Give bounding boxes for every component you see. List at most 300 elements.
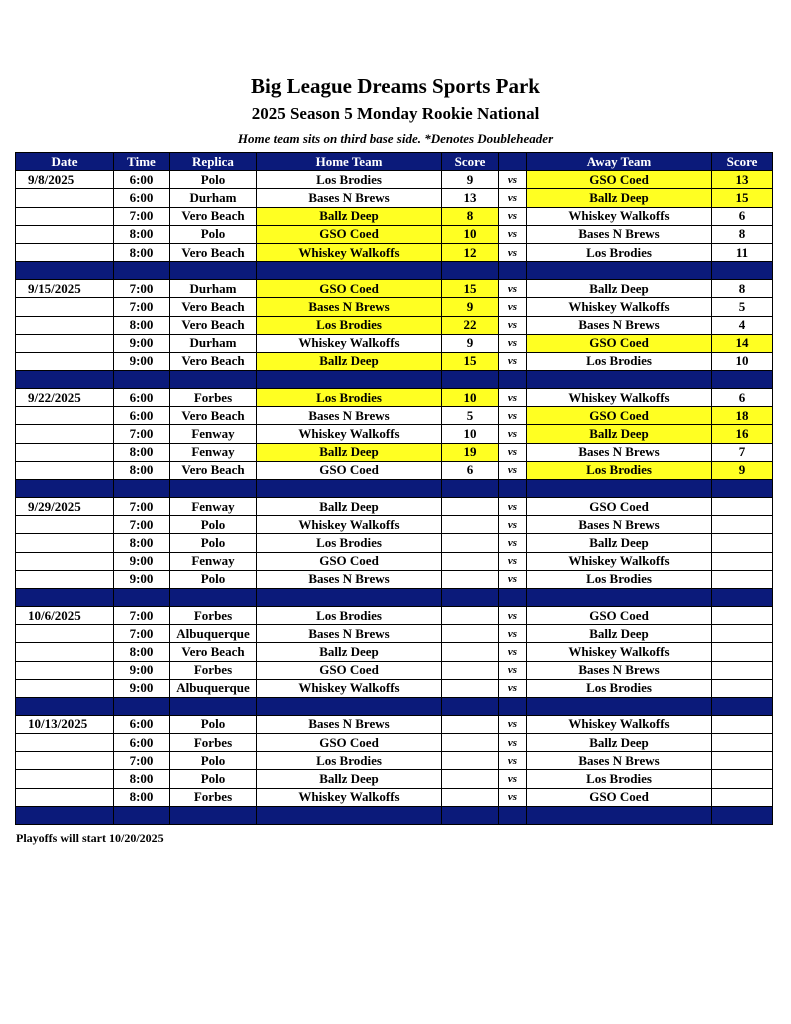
away-score-cell: 8 bbox=[712, 225, 773, 243]
home-team-cell: Los Brodies bbox=[257, 534, 442, 552]
home-score-cell bbox=[442, 788, 499, 806]
time-cell: 7:00 bbox=[114, 606, 170, 624]
away-team-cell: Bases N Brews bbox=[527, 661, 712, 679]
home-score-cell bbox=[442, 643, 499, 661]
col-home-score: Score bbox=[442, 153, 499, 171]
table-row bbox=[16, 498, 773, 516]
away-score-cell: 7 bbox=[712, 443, 773, 461]
home-team-cell: Ballz Deep bbox=[257, 352, 442, 370]
home-team-cell: Whiskey Walkoffs bbox=[257, 516, 442, 534]
away-team-cell: GSO Coed bbox=[527, 788, 712, 806]
home-team-cell: Bases N Brews bbox=[257, 625, 442, 643]
time-cell: 9:00 bbox=[114, 352, 170, 370]
separator-cell bbox=[499, 588, 527, 606]
date-cell: 10/13/2025 bbox=[16, 715, 114, 733]
week-separator bbox=[16, 697, 773, 715]
table-row bbox=[16, 334, 773, 352]
replica-cell: Fenway bbox=[170, 425, 257, 443]
vs-cell: vs bbox=[499, 461, 527, 479]
separator-cell bbox=[442, 806, 499, 824]
away-team-cell: Ballz Deep bbox=[527, 625, 712, 643]
away-score-cell: 11 bbox=[712, 243, 773, 261]
vs-cell: vs bbox=[499, 534, 527, 552]
replica-cell: Forbes bbox=[170, 734, 257, 752]
week-separator bbox=[16, 371, 773, 389]
vs-cell: vs bbox=[499, 498, 527, 516]
separator-cell bbox=[257, 371, 442, 389]
table-row bbox=[16, 715, 773, 733]
vs-cell: vs bbox=[499, 280, 527, 298]
table-row bbox=[16, 625, 773, 643]
home-score-cell bbox=[442, 570, 499, 588]
away-score-cell: 6 bbox=[712, 389, 773, 407]
away-score-cell: 15 bbox=[712, 189, 773, 207]
home-score-cell bbox=[442, 661, 499, 679]
home-score-cell: 10 bbox=[442, 225, 499, 243]
replica-cell: Polo bbox=[170, 770, 257, 788]
replica-cell: Vero Beach bbox=[170, 643, 257, 661]
home-score-cell: 5 bbox=[442, 407, 499, 425]
away-team-cell: Los Brodies bbox=[527, 770, 712, 788]
time-cell: 7:00 bbox=[114, 625, 170, 643]
table-row bbox=[16, 552, 773, 570]
time-cell: 8:00 bbox=[114, 225, 170, 243]
date-cell bbox=[16, 352, 114, 370]
table-row bbox=[16, 679, 773, 697]
col-home-team: Home Team bbox=[257, 153, 442, 171]
separator-cell bbox=[499, 480, 527, 498]
away-team-cell: Ballz Deep bbox=[527, 425, 712, 443]
home-score-cell: 10 bbox=[442, 425, 499, 443]
home-score-cell: 9 bbox=[442, 298, 499, 316]
away-team-cell: Whiskey Walkoffs bbox=[527, 715, 712, 733]
away-team-cell: Ballz Deep bbox=[527, 189, 712, 207]
table-row bbox=[16, 189, 773, 207]
vs-cell: vs bbox=[499, 189, 527, 207]
vs-cell: vs bbox=[499, 625, 527, 643]
home-score-cell bbox=[442, 552, 499, 570]
header-row bbox=[16, 153, 773, 171]
away-team-cell: GSO Coed bbox=[527, 498, 712, 516]
time-cell: 6:00 bbox=[114, 715, 170, 733]
away-score-cell bbox=[712, 552, 773, 570]
table-row bbox=[16, 171, 773, 189]
home-score-cell bbox=[442, 679, 499, 697]
date-cell: 9/22/2025 bbox=[16, 389, 114, 407]
date-cell: 9/15/2025 bbox=[16, 280, 114, 298]
separator-cell bbox=[712, 806, 773, 824]
home-score-cell bbox=[442, 715, 499, 733]
home-score-cell: 12 bbox=[442, 243, 499, 261]
away-team-cell: GSO Coed bbox=[527, 606, 712, 624]
vs-cell: vs bbox=[499, 316, 527, 334]
separator-cell bbox=[712, 480, 773, 498]
home-team-cell: Los Brodies bbox=[257, 316, 442, 334]
separator-cell bbox=[170, 262, 257, 280]
home-score-cell bbox=[442, 770, 499, 788]
replica-cell: Vero Beach bbox=[170, 461, 257, 479]
date-cell bbox=[16, 516, 114, 534]
home-team-cell: GSO Coed bbox=[257, 661, 442, 679]
home-score-cell bbox=[442, 516, 499, 534]
date-cell bbox=[16, 334, 114, 352]
replica-cell: Durham bbox=[170, 280, 257, 298]
home-team-cell: Los Brodies bbox=[257, 606, 442, 624]
separator-cell bbox=[257, 588, 442, 606]
replica-cell: Vero Beach bbox=[170, 407, 257, 425]
home-score-cell: 9 bbox=[442, 334, 499, 352]
away-score-cell bbox=[712, 570, 773, 588]
table-row bbox=[16, 207, 773, 225]
page-title: Big League Dreams Sports Park bbox=[251, 74, 540, 98]
replica-cell: Albuquerque bbox=[170, 679, 257, 697]
date-cell bbox=[16, 570, 114, 588]
away-score-cell: 9 bbox=[712, 461, 773, 479]
away-team-cell: Whiskey Walkoffs bbox=[527, 643, 712, 661]
home-score-cell: 19 bbox=[442, 443, 499, 461]
vs-cell: vs bbox=[499, 389, 527, 407]
home-score-cell bbox=[442, 534, 499, 552]
separator-cell bbox=[442, 371, 499, 389]
separator-cell bbox=[442, 262, 499, 280]
date-cell bbox=[16, 625, 114, 643]
home-score-cell: 9 bbox=[442, 171, 499, 189]
replica-cell: Forbes bbox=[170, 788, 257, 806]
away-score-cell bbox=[712, 498, 773, 516]
table-row bbox=[16, 352, 773, 370]
away-score-cell: 14 bbox=[712, 334, 773, 352]
separator-cell bbox=[499, 262, 527, 280]
time-cell: 8:00 bbox=[114, 534, 170, 552]
away-team-cell: Bases N Brews bbox=[527, 225, 712, 243]
vs-cell: vs bbox=[499, 606, 527, 624]
date-cell bbox=[16, 643, 114, 661]
time-cell: 9:00 bbox=[114, 334, 170, 352]
time-cell: 7:00 bbox=[114, 207, 170, 225]
time-cell: 7:00 bbox=[114, 516, 170, 534]
col-replica: Replica bbox=[170, 153, 257, 171]
separator-cell bbox=[16, 480, 114, 498]
replica-cell: Vero Beach bbox=[170, 207, 257, 225]
replica-cell: Albuquerque bbox=[170, 625, 257, 643]
away-score-cell: 5 bbox=[712, 298, 773, 316]
time-cell: 6:00 bbox=[114, 389, 170, 407]
home-team-cell: Los Brodies bbox=[257, 389, 442, 407]
vs-cell: vs bbox=[499, 643, 527, 661]
date-cell bbox=[16, 207, 114, 225]
replica-cell: Forbes bbox=[170, 606, 257, 624]
away-score-cell bbox=[712, 715, 773, 733]
date-cell bbox=[16, 461, 114, 479]
away-score-cell: 10 bbox=[712, 352, 773, 370]
separator-cell bbox=[114, 588, 170, 606]
date-cell: 9/8/2025 bbox=[16, 171, 114, 189]
home-team-cell: Los Brodies bbox=[257, 171, 442, 189]
separator-cell bbox=[114, 371, 170, 389]
separator-cell bbox=[170, 480, 257, 498]
replica-cell: Vero Beach bbox=[170, 243, 257, 261]
date-cell bbox=[16, 316, 114, 334]
away-team-cell: Whiskey Walkoffs bbox=[527, 298, 712, 316]
away-team-cell: Whiskey Walkoffs bbox=[527, 389, 712, 407]
time-cell: 7:00 bbox=[114, 425, 170, 443]
home-score-cell bbox=[442, 625, 499, 643]
away-team-cell: GSO Coed bbox=[527, 407, 712, 425]
time-cell: 8:00 bbox=[114, 243, 170, 261]
away-team-cell: Ballz Deep bbox=[527, 734, 712, 752]
replica-cell: Forbes bbox=[170, 389, 257, 407]
home-score-cell: 15 bbox=[442, 352, 499, 370]
separator-cell bbox=[170, 371, 257, 389]
away-team-cell: Whiskey Walkoffs bbox=[527, 552, 712, 570]
away-score-cell bbox=[712, 534, 773, 552]
separator-cell bbox=[114, 262, 170, 280]
vs-cell: vs bbox=[499, 679, 527, 697]
vs-cell: vs bbox=[499, 570, 527, 588]
away-score-cell: 4 bbox=[712, 316, 773, 334]
away-score-cell bbox=[712, 516, 773, 534]
vs-cell: vs bbox=[499, 352, 527, 370]
replica-cell: Forbes bbox=[170, 661, 257, 679]
away-team-cell: Ballz Deep bbox=[527, 534, 712, 552]
away-score-cell bbox=[712, 643, 773, 661]
time-cell: 9:00 bbox=[114, 552, 170, 570]
replica-cell: Fenway bbox=[170, 498, 257, 516]
vs-cell: vs bbox=[499, 207, 527, 225]
time-cell: 8:00 bbox=[114, 443, 170, 461]
vs-cell: vs bbox=[499, 516, 527, 534]
time-cell: 8:00 bbox=[114, 788, 170, 806]
separator-cell bbox=[257, 480, 442, 498]
time-cell: 8:00 bbox=[114, 643, 170, 661]
time-cell: 9:00 bbox=[114, 661, 170, 679]
home-team-cell: Whiskey Walkoffs bbox=[257, 679, 442, 697]
replica-cell: Polo bbox=[170, 570, 257, 588]
home-score-cell: 22 bbox=[442, 316, 499, 334]
time-cell: 9:00 bbox=[114, 679, 170, 697]
away-team-cell: Los Brodies bbox=[527, 570, 712, 588]
home-team-cell: Ballz Deep bbox=[257, 207, 442, 225]
home-score-cell: 10 bbox=[442, 389, 499, 407]
replica-cell: Vero Beach bbox=[170, 352, 257, 370]
away-team-cell: Los Brodies bbox=[527, 352, 712, 370]
vs-cell: vs bbox=[499, 225, 527, 243]
away-team-cell: Los Brodies bbox=[527, 461, 712, 479]
home-team-cell: Ballz Deep bbox=[257, 498, 442, 516]
home-team-cell: GSO Coed bbox=[257, 461, 442, 479]
vs-cell: vs bbox=[499, 770, 527, 788]
replica-cell: Fenway bbox=[170, 443, 257, 461]
home-team-cell: Whiskey Walkoffs bbox=[257, 788, 442, 806]
away-score-cell: 18 bbox=[712, 407, 773, 425]
vs-cell: vs bbox=[499, 715, 527, 733]
vs-cell: vs bbox=[499, 243, 527, 261]
away-team-cell: Bases N Brews bbox=[527, 316, 712, 334]
date-cell bbox=[16, 752, 114, 770]
home-team-cell: GSO Coed bbox=[257, 280, 442, 298]
date-cell bbox=[16, 534, 114, 552]
home-score-cell: 15 bbox=[442, 280, 499, 298]
away-team-cell: Bases N Brews bbox=[527, 443, 712, 461]
separator-cell bbox=[527, 806, 712, 824]
time-cell: 8:00 bbox=[114, 461, 170, 479]
separator-cell bbox=[712, 697, 773, 715]
home-team-cell: Whiskey Walkoffs bbox=[257, 425, 442, 443]
table-row bbox=[16, 316, 773, 334]
separator-cell bbox=[527, 262, 712, 280]
week-separator bbox=[16, 806, 773, 824]
separator-cell bbox=[712, 588, 773, 606]
home-team-cell: Bases N Brews bbox=[257, 298, 442, 316]
separator-cell bbox=[499, 371, 527, 389]
time-cell: 8:00 bbox=[114, 316, 170, 334]
separator-cell bbox=[114, 480, 170, 498]
date-cell bbox=[16, 661, 114, 679]
col-away-team: Away Team bbox=[527, 153, 712, 171]
home-team-cell: Los Brodies bbox=[257, 752, 442, 770]
vs-cell: vs bbox=[499, 171, 527, 189]
time-cell: 7:00 bbox=[114, 498, 170, 516]
home-team-cell: Bases N Brews bbox=[257, 715, 442, 733]
vs-cell: vs bbox=[499, 443, 527, 461]
date-cell bbox=[16, 770, 114, 788]
time-cell: 6:00 bbox=[114, 189, 170, 207]
home-team-cell: Ballz Deep bbox=[257, 443, 442, 461]
time-cell: 7:00 bbox=[114, 298, 170, 316]
home-team-cell: GSO Coed bbox=[257, 225, 442, 243]
vs-cell: vs bbox=[499, 298, 527, 316]
away-team-cell: Bases N Brews bbox=[527, 516, 712, 534]
separator-cell bbox=[712, 371, 773, 389]
replica-cell: Polo bbox=[170, 534, 257, 552]
week-separator bbox=[16, 588, 773, 606]
date-cell bbox=[16, 407, 114, 425]
home-team-cell: Whiskey Walkoffs bbox=[257, 243, 442, 261]
table-row bbox=[16, 534, 773, 552]
table-row bbox=[16, 389, 773, 407]
separator-cell bbox=[442, 480, 499, 498]
col-away-score: Score bbox=[712, 153, 773, 171]
table-row bbox=[16, 643, 773, 661]
date-cell bbox=[16, 552, 114, 570]
table-row bbox=[16, 243, 773, 261]
separator-cell bbox=[16, 371, 114, 389]
away-score-cell: 6 bbox=[712, 207, 773, 225]
schedule-table bbox=[15, 152, 773, 825]
week-separator bbox=[16, 262, 773, 280]
replica-cell: Polo bbox=[170, 715, 257, 733]
away-score-cell bbox=[712, 679, 773, 697]
separator-cell bbox=[114, 697, 170, 715]
table-row bbox=[16, 516, 773, 534]
schedule-body bbox=[16, 171, 773, 825]
table-row bbox=[16, 770, 773, 788]
table-row bbox=[16, 752, 773, 770]
date-cell bbox=[16, 679, 114, 697]
home-score-cell: 13 bbox=[442, 189, 499, 207]
col-time: Time bbox=[114, 153, 170, 171]
table-row bbox=[16, 443, 773, 461]
date-cell bbox=[16, 298, 114, 316]
replica-cell: Vero Beach bbox=[170, 298, 257, 316]
separator-cell bbox=[442, 697, 499, 715]
away-team-cell: Whiskey Walkoffs bbox=[527, 207, 712, 225]
date-cell bbox=[16, 243, 114, 261]
table-row bbox=[16, 461, 773, 479]
week-separator bbox=[16, 480, 773, 498]
away-score-cell bbox=[712, 752, 773, 770]
home-team-cell: Ballz Deep bbox=[257, 643, 442, 661]
vs-cell: vs bbox=[499, 552, 527, 570]
separator-cell bbox=[257, 806, 442, 824]
table-row bbox=[16, 788, 773, 806]
separator-cell bbox=[257, 262, 442, 280]
col-vs bbox=[499, 153, 527, 171]
separator-cell bbox=[712, 262, 773, 280]
away-team-cell: Los Brodies bbox=[527, 679, 712, 697]
replica-cell: Vero Beach bbox=[170, 316, 257, 334]
separator-cell bbox=[170, 806, 257, 824]
separator-cell bbox=[442, 588, 499, 606]
separator-cell bbox=[16, 806, 114, 824]
table-row bbox=[16, 407, 773, 425]
away-score-cell bbox=[712, 770, 773, 788]
replica-cell: Polo bbox=[170, 225, 257, 243]
date-cell bbox=[16, 734, 114, 752]
date-cell bbox=[16, 443, 114, 461]
away-score-cell bbox=[712, 625, 773, 643]
home-score-cell bbox=[442, 606, 499, 624]
vs-cell: vs bbox=[499, 425, 527, 443]
away-team-cell: Los Brodies bbox=[527, 243, 712, 261]
vs-cell: vs bbox=[499, 734, 527, 752]
home-team-cell: Whiskey Walkoffs bbox=[257, 334, 442, 352]
table-row bbox=[16, 225, 773, 243]
separator-cell bbox=[170, 697, 257, 715]
vs-cell: vs bbox=[499, 407, 527, 425]
table-row bbox=[16, 661, 773, 679]
home-team-cell: Bases N Brews bbox=[257, 570, 442, 588]
away-score-cell: 16 bbox=[712, 425, 773, 443]
home-team-cell: Bases N Brews bbox=[257, 189, 442, 207]
away-score-cell: 13 bbox=[712, 171, 773, 189]
col-date: Date bbox=[16, 153, 114, 171]
date-cell bbox=[16, 225, 114, 243]
away-team-cell: GSO Coed bbox=[527, 334, 712, 352]
page-subtitle: 2025 Season 5 Monday Rookie National bbox=[251, 104, 540, 123]
separator-cell bbox=[170, 588, 257, 606]
separator-cell bbox=[114, 806, 170, 824]
away-score-cell: 8 bbox=[712, 280, 773, 298]
time-cell: 9:00 bbox=[114, 570, 170, 588]
away-score-cell bbox=[712, 734, 773, 752]
away-score-cell bbox=[712, 788, 773, 806]
away-team-cell: GSO Coed bbox=[527, 171, 712, 189]
table-row bbox=[16, 280, 773, 298]
replica-cell: Polo bbox=[170, 752, 257, 770]
replica-cell: Durham bbox=[170, 334, 257, 352]
home-score-cell bbox=[442, 752, 499, 770]
home-team-cell: Ballz Deep bbox=[257, 770, 442, 788]
separator-cell bbox=[16, 588, 114, 606]
playoffs-note: Playoffs will start 10/20/2025 bbox=[16, 831, 164, 845]
home-score-cell: 6 bbox=[442, 461, 499, 479]
separator-cell bbox=[16, 262, 114, 280]
home-team-cell: GSO Coed bbox=[257, 552, 442, 570]
home-team-cell: Bases N Brews bbox=[257, 407, 442, 425]
time-cell: 6:00 bbox=[114, 171, 170, 189]
separator-cell bbox=[527, 371, 712, 389]
